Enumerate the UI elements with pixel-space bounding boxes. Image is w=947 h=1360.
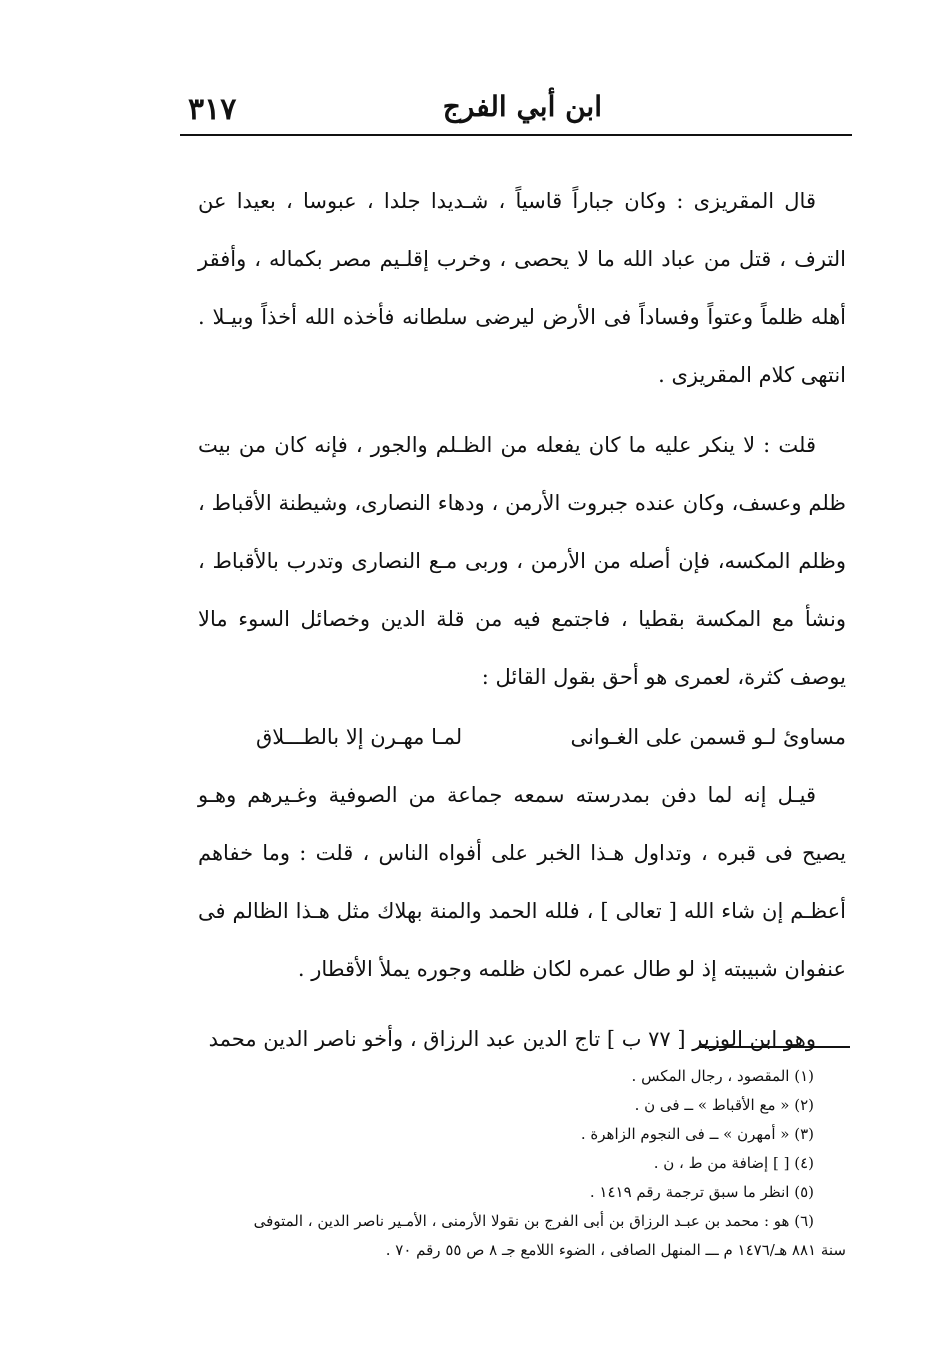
body-text	[198, 172, 846, 1068]
page-number: ٣١٧	[188, 92, 237, 127]
page-header	[180, 88, 852, 132]
footnotes	[198, 1062, 846, 1265]
header-rule	[180, 134, 852, 136]
footnote-6-continuation: سنة ٨٨١ هـ/١٤٧٦ م ـــ المنهل الصافى ، الضوء اللامع جـ ٨ ص ٥٥ رقم ٧٠ .	[385, 1241, 846, 1259]
verse-line	[256, 708, 846, 766]
footnote-6: (٦) هو : محمد بن عبـد الرزاق بن أبى الفرج بن نقولا الأرمنى ، الأمـير ناصر الدين ، المتوفى	[253, 1212, 814, 1230]
footnote-separator	[700, 1046, 850, 1048]
paragraph-author-comment: قلت : لا ينكر عليه ما كان يفعله من الظـلم والجور ، فإنه كان من بيت ظلم وعسف، وكان عنده جبروت الأرمن ، ودهاء النصارى، وشيطنة الأقباط ، وظلم المكسه، فإن أصله من الأرمن ، وربى مـع النصارى وتدرب بالأقباط ، ونشأ مع المكسة بقطيا ، فاجتمع فيه من قلة الدين وخصائل السوء مالا يوصف كثرة، لعمرى هو أحق بقول القائل :	[198, 433, 846, 689]
running-title: ابن أبي الفرج	[442, 90, 602, 123]
paragraph-maqrizi-quote: قال المقريزى : وكان جباراً قاسياً ، شـديدا جلدا ، عبوسا ، بعيدا عن الترف ، قتل من عباد الله ما لا يحصى ، وخرب إقلـيم مصر بكماله ، وأفقر أهله ظلماً وعتواً وفساداً فى الأرض ليرضى سلطانه فأخذه الله أخذاً وبيـلا . انتهى كلام المقريزى .	[198, 189, 846, 387]
footnote-5: (٥) انظر ما سبق ترجمة رقم ١٤١٩ .	[589, 1183, 814, 1201]
footnote-2: (٢) « مع الأقباط » ــ فى ن .	[634, 1096, 814, 1114]
paragraph-lineage: وهو ابن الوزير [ ٧٧ ب ] تاج الدين عبد الرزاق ، وأخو ناصر الدين محمد	[208, 1027, 816, 1051]
footnote-3: (٣) « أمهرن » ــ فى النجوم الزاهرة .	[580, 1125, 814, 1143]
footnote-4: (٤) [ ] إضافة من ط ، ن .	[653, 1154, 814, 1172]
verse-hemistich-1: مساوئ لـو قسمن على الغـوانى	[570, 725, 846, 749]
verse-hemistich-2: لمـا مهـرن إلا بالطـــلاق	[256, 725, 463, 749]
footnote-1: (١) المقصود ، رجال المكس .	[631, 1067, 814, 1085]
paragraph-burial-report: قيـل إنه لما دفن بمدرسته سمعه جماعة من الصوفية وغـيرهم وهـو يصيح فى قبره ، وتداول هـذا الخبر على أفواه الناس ، قلت : وما خفاهم أعظـم إن شاء الله [ تعالى ] ، فلله الحمد والمنة بهلاك مثل هـذا الظالم فى عنفوان شبيبته إذ لو طال عمره لكان ظلمه وجوره يملأ الأقطار .	[198, 783, 846, 981]
